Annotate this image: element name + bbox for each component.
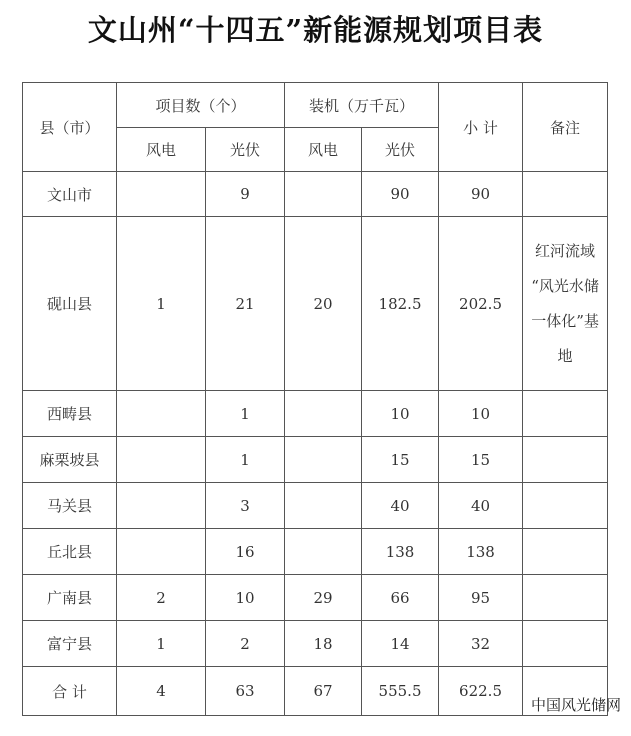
cell-subtotal: 95 [439, 575, 523, 621]
remark-line: “风光水储 [531, 276, 599, 295]
cell-solar-count: 21 [206, 217, 285, 391]
cell-subtotal: 202.5 [439, 217, 523, 391]
cell-remark [523, 391, 608, 437]
remark-line: 红河流域 [535, 241, 596, 260]
cell-wind-count [117, 483, 206, 529]
cell-solar-capacity: 138 [362, 529, 439, 575]
cell-solar-capacity: 15 [362, 437, 439, 483]
cell-solar-capacity: 555.5 [362, 667, 439, 716]
cell-wind-count: 2 [117, 575, 206, 621]
cell-wind-capacity: 18 [285, 621, 362, 667]
cell-wind-count: 1 [117, 621, 206, 667]
cell-county: 广南县 [23, 575, 117, 621]
cell-wind-capacity: 29 [285, 575, 362, 621]
cell-wind-count [117, 391, 206, 437]
cell-subtotal: 32 [439, 621, 523, 667]
cell-solar-capacity: 40 [362, 483, 439, 529]
cell-wind-capacity [285, 172, 362, 217]
cell-county: 砚山县 [23, 217, 117, 391]
cell-solar-capacity: 14 [362, 621, 439, 667]
cell-subtotal: 138 [439, 529, 523, 575]
cell-solar-capacity: 90 [362, 172, 439, 217]
cell-remark [523, 575, 608, 621]
cell-wind-count: 1 [117, 217, 206, 391]
cell-county: 马关县 [23, 483, 117, 529]
cell-county: 麻栗坡县 [23, 437, 117, 483]
cell-county: 丘北县 [23, 529, 117, 575]
cell-wind-count: 4 [117, 667, 206, 716]
cell-wind-capacity: 67 [285, 667, 362, 716]
header-wind-capacity: 风电 [285, 128, 362, 172]
table-row [23, 529, 608, 575]
cell-solar-capacity: 66 [362, 575, 439, 621]
cell-subtotal: 10 [439, 391, 523, 437]
header-solar-capacity: 光伏 [362, 128, 439, 172]
cell-solar-count: 63 [206, 667, 285, 716]
header-county: 县（市） [23, 83, 117, 172]
table-row [23, 575, 608, 621]
cell-wind-count [117, 437, 206, 483]
cell-subtotal: 40 [439, 483, 523, 529]
cell-county: 合 计 [23, 667, 117, 716]
cell-subtotal: 90 [439, 172, 523, 217]
table-row [23, 621, 608, 667]
cell-wind-capacity [285, 391, 362, 437]
watermark: 中国风光储网 [530, 696, 621, 714]
cell-wind-count [117, 529, 206, 575]
header-subtotal: 小 计 [439, 83, 523, 172]
header-capacity: 装机（万千瓦） [285, 83, 439, 128]
table-row [23, 391, 608, 437]
cell-remark [523, 529, 608, 575]
cell-solar-count: 10 [206, 575, 285, 621]
remark-line: 地 [557, 346, 573, 365]
cell-solar-count: 2 [206, 621, 285, 667]
cell-remark [523, 217, 608, 391]
cell-solar-capacity: 10 [362, 391, 439, 437]
page-title: 文山州“十四五”新能源规划项目表 [87, 13, 544, 47]
header-remarks: 备注 [523, 83, 608, 172]
cell-wind-capacity [285, 529, 362, 575]
cell-county: 文山市 [23, 172, 117, 217]
cell-remark [523, 437, 608, 483]
cell-solar-count: 1 [206, 391, 285, 437]
cell-remark [523, 483, 608, 529]
cell-solar-count: 1 [206, 437, 285, 483]
cell-solar-count: 9 [206, 172, 285, 217]
table-row [23, 437, 608, 483]
cell-subtotal: 622.5 [439, 667, 523, 716]
remark-line: 一体化”基 [531, 311, 599, 330]
cell-subtotal: 15 [439, 437, 523, 483]
cell-county: 富宁县 [23, 621, 117, 667]
project-table [22, 82, 608, 716]
cell-county: 西畴县 [23, 391, 117, 437]
cell-wind-count [117, 172, 206, 217]
cell-remark [523, 621, 608, 667]
header-solar-count: 光伏 [206, 128, 285, 172]
cell-wind-capacity [285, 483, 362, 529]
cell-wind-capacity [285, 437, 362, 483]
table-row [23, 172, 608, 217]
cell-solar-count: 16 [206, 529, 285, 575]
header-wind-count: 风电 [117, 128, 206, 172]
cell-solar-capacity: 182.5 [362, 217, 439, 391]
cell-solar-count: 3 [206, 483, 285, 529]
table-row [23, 483, 608, 529]
table-row [23, 667, 608, 716]
header-project-count: 项目数（个） [117, 83, 285, 128]
cell-wind-capacity: 20 [285, 217, 362, 391]
table-row [23, 217, 608, 391]
cell-remark [523, 172, 608, 217]
